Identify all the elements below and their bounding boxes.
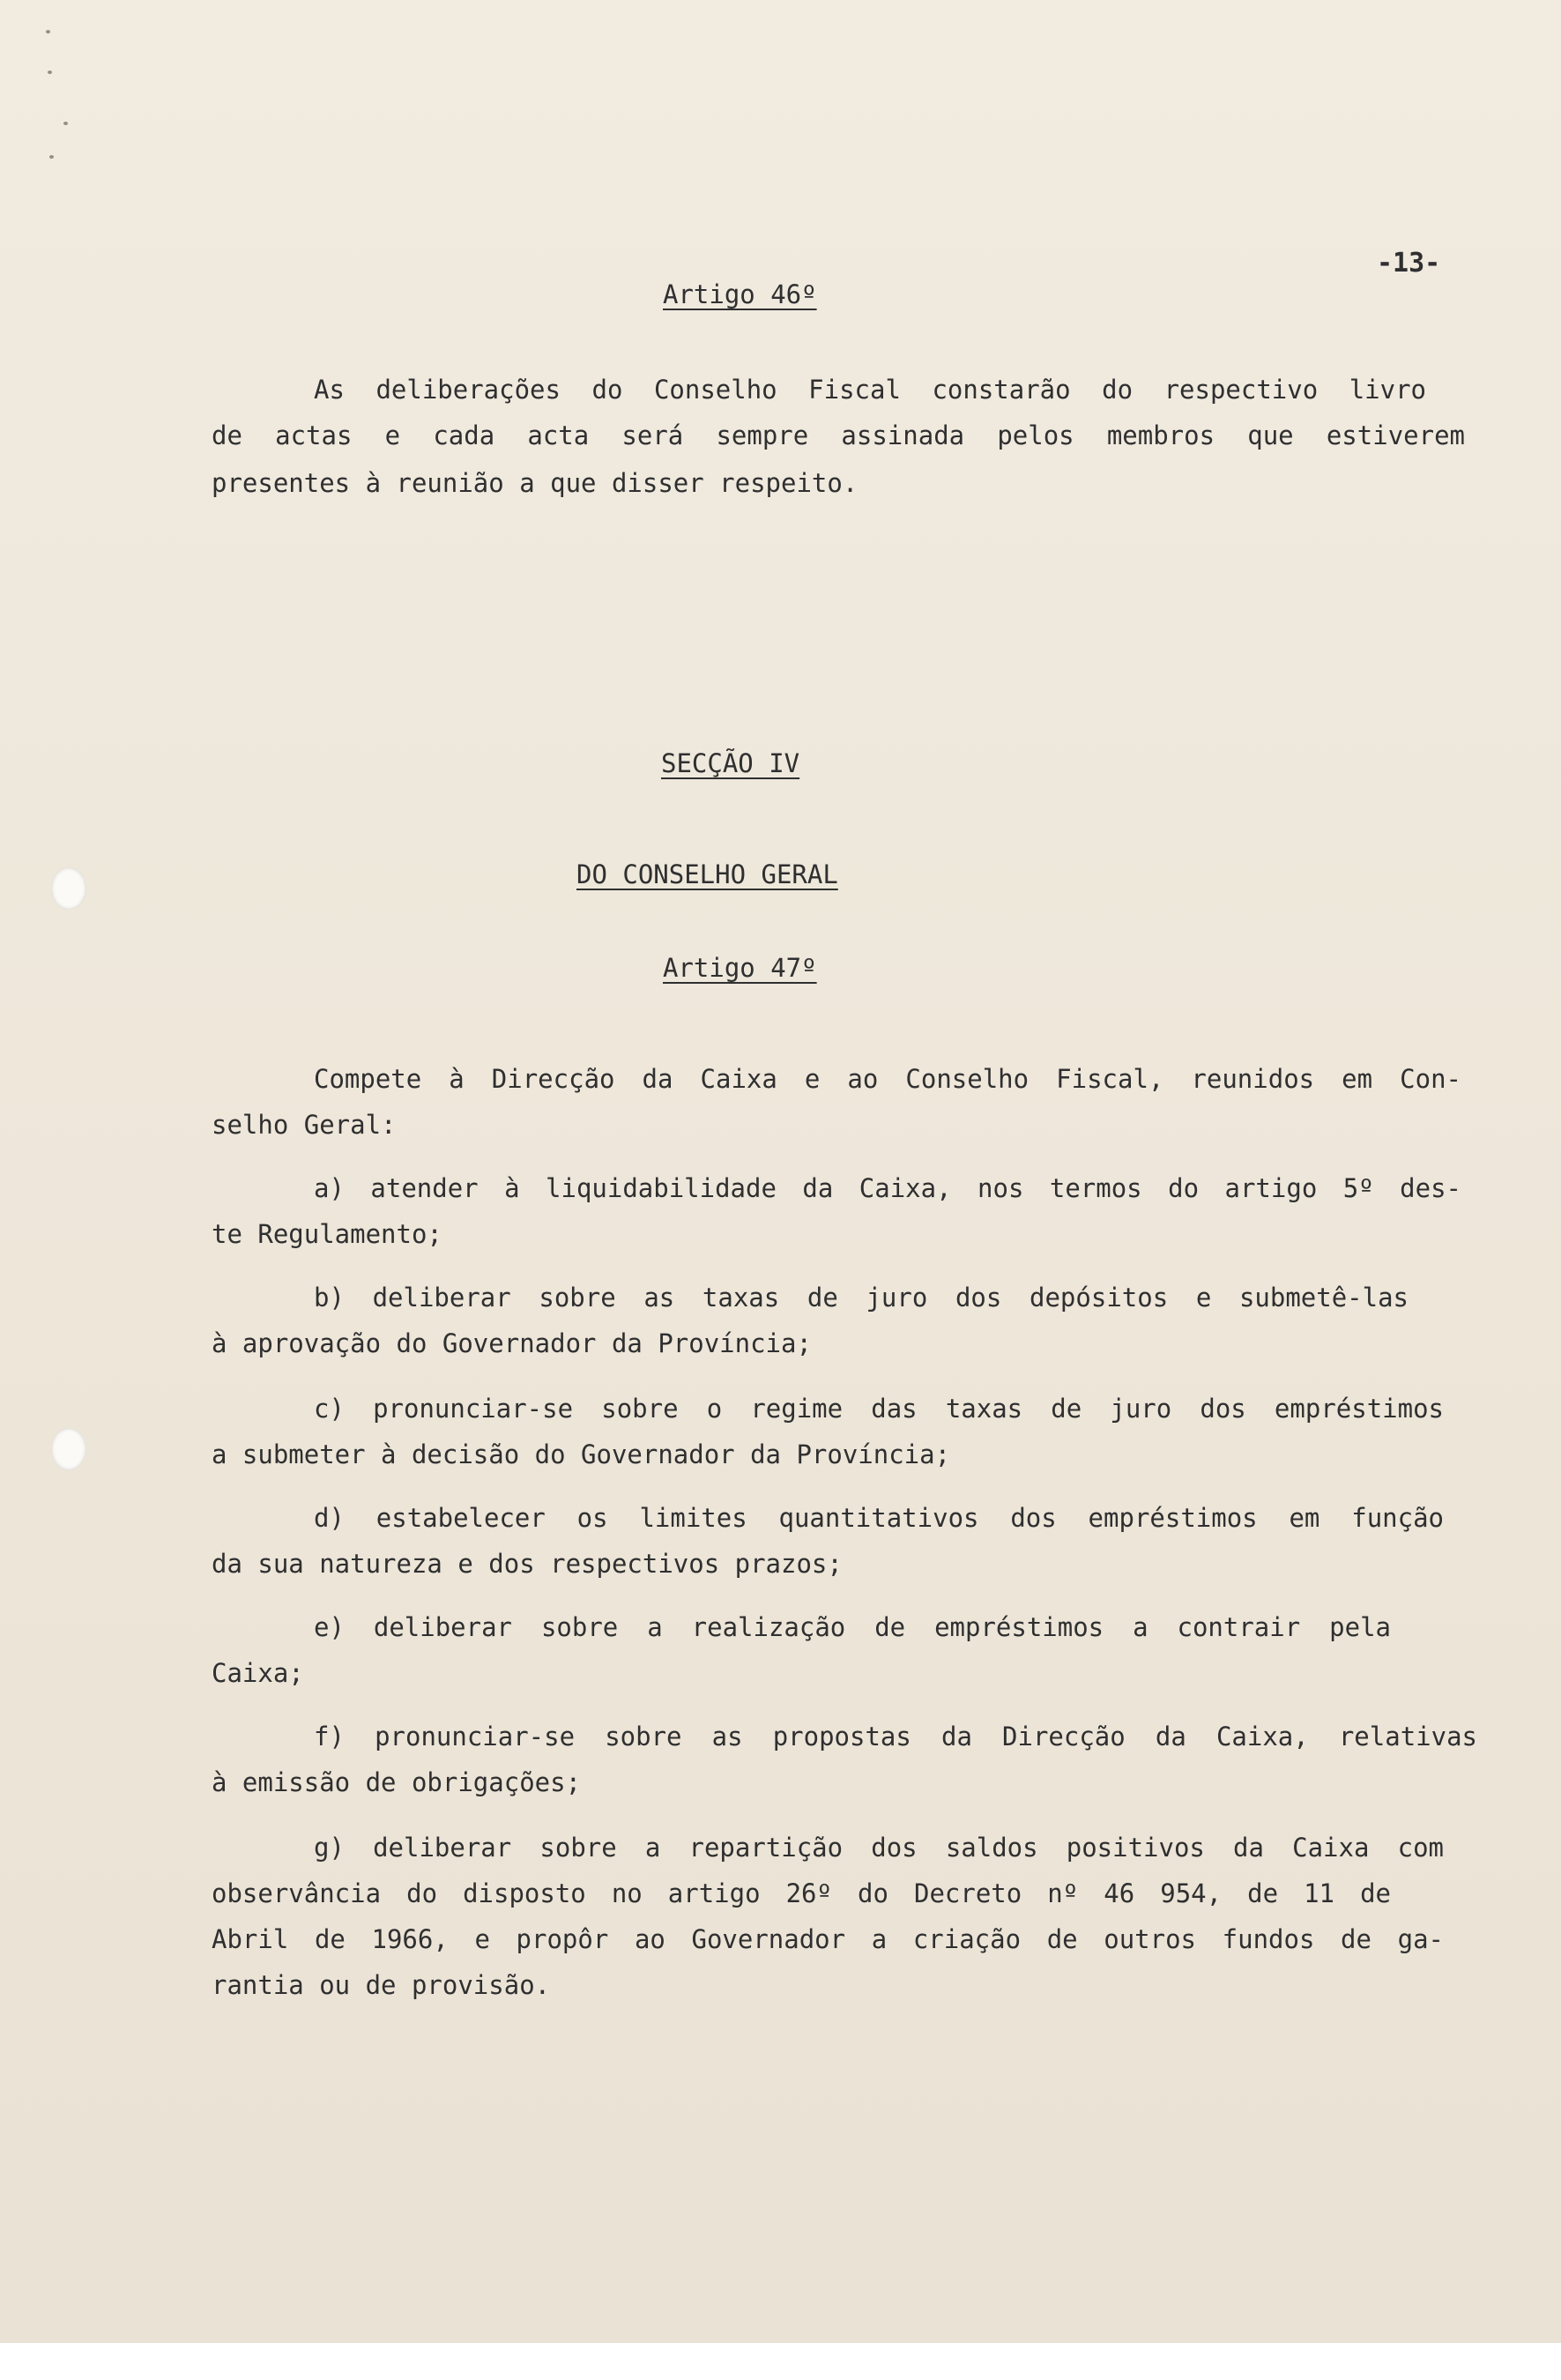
article-46-line: As deliberações do Conselho Fiscal constarão do respectivo livro: [314, 375, 1426, 405]
article-47-intro-line: Compete à Direcção da Caixa e ao Conselho Fiscal, reunidos em Con-: [314, 1064, 1461, 1094]
paper-speck: [63, 122, 68, 125]
punch-hole: [51, 1428, 86, 1470]
item-f-line: à emissão de obrigações;: [212, 1767, 582, 1797]
article-46-heading: Artigo 46º: [663, 279, 817, 309]
item-c-line: a submeter à decisão do Governador da Província;: [212, 1439, 951, 1469]
punch-hole: [51, 867, 86, 910]
article-46-line: de actas e cada acta será sempre assinada pelos membros que estiverem: [212, 420, 1465, 450]
article-46-line: presentes à reunião a que disser respeito.: [212, 468, 859, 498]
item-g-line: g) deliberar sobre a repartição dos saldos positivos da Caixa com: [314, 1833, 1444, 1863]
section-heading: SECÇÃO IV: [661, 748, 800, 778]
item-g-line: Abril de 1966, e propôr ao Governador a criação de outros fundos de ga-: [212, 1924, 1444, 1954]
item-g-line: observância do disposto no artigo 26º do Decreto nº 46 954, de 11 de: [212, 1878, 1391, 1908]
item-a-line: a) atender à liquidabilidade da Caixa, nos termos do artigo 5º des-: [314, 1173, 1461, 1203]
page-number: -13-: [1377, 248, 1441, 279]
item-e-line: e) deliberar sobre a realização de empréstimos a contrair pela: [314, 1612, 1391, 1642]
paper-speck: [46, 30, 50, 33]
article-47-heading: Artigo 47º: [663, 953, 817, 983]
item-d-line: da sua natureza e dos respectivos prazos;: [212, 1549, 843, 1579]
item-g-line: rantia ou de provisão.: [212, 1970, 551, 2000]
section-subheading: DO CONSELHO GERAL: [576, 859, 838, 889]
paper-speck: [49, 155, 54, 159]
item-c-line: c) pronunciar-se sobre o regime das taxas de juro dos empréstimos: [314, 1394, 1444, 1424]
item-d-line: d) estabelecer os limites quantitativos dos empréstimos em função: [314, 1503, 1444, 1533]
item-b-line: à aprovação do Governador da Província;: [212, 1328, 812, 1358]
paper-speck: [48, 71, 52, 74]
item-f-line: f) pronunciar-se sobre as propostas da Direcção da Caixa, relativas: [314, 1722, 1477, 1752]
item-b-line: b) deliberar sobre as taxas de juro dos depósitos e submetê-las: [314, 1283, 1409, 1313]
item-a-line: te Regulamento;: [212, 1219, 442, 1249]
article-47-intro-line: selho Geral:: [212, 1110, 397, 1140]
item-e-line: Caixa;: [212, 1658, 304, 1688]
